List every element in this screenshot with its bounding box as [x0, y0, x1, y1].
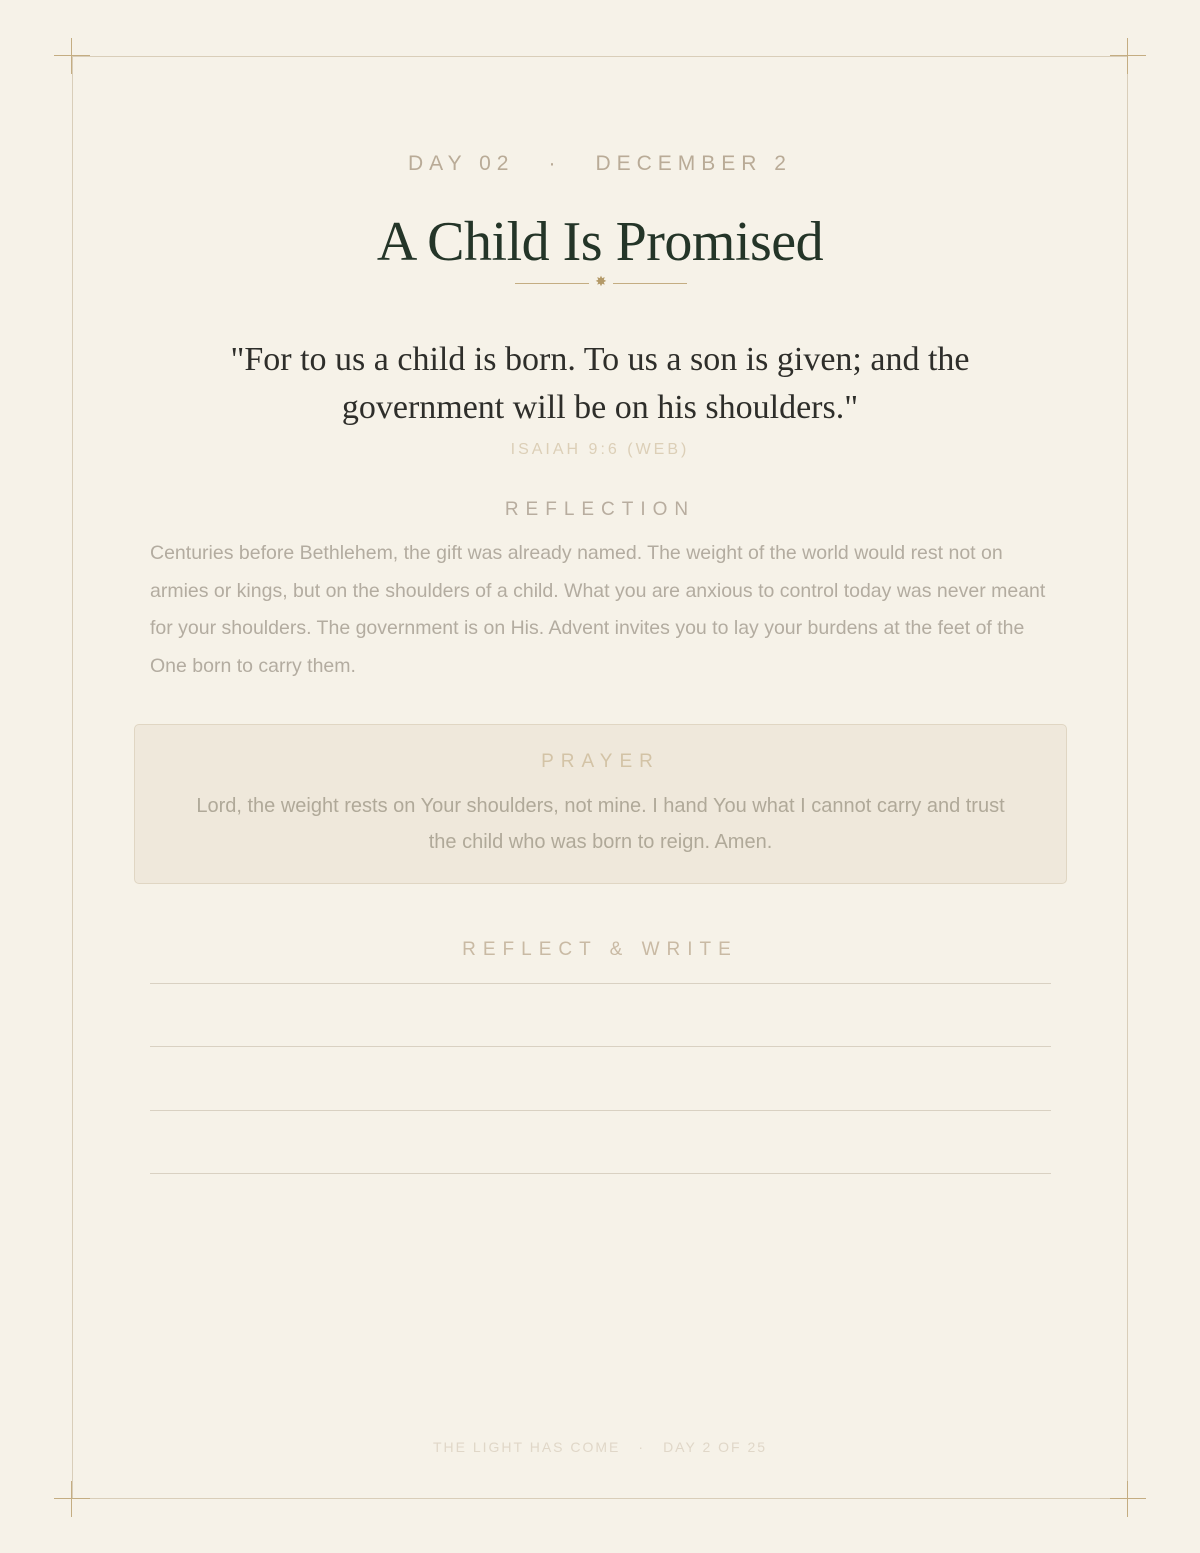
star-icon: ✸: [595, 273, 607, 289]
prayer-text: Lord, the weight rests on Your shoulders, not mine. I hand You what I cannot carry and trust the child who was born to reign. Amen.: [196, 795, 1005, 853]
writing-line[interactable]: [150, 1110, 1051, 1111]
day-date-line: [0, 152, 1200, 176]
prayer-heading: PRAYER: [541, 751, 660, 772]
divider-line-left: [515, 283, 589, 284]
divider-line-right: [613, 283, 687, 284]
scripture-verse: "For to us a child is born. To us a son is given; and the government will be on his shoulders.": [230, 341, 970, 426]
page-title: A Child Is Promised: [376, 211, 824, 273]
corner-ornament-top-left: [54, 38, 90, 74]
reflection-text: Centuries before Bethlehem, the gift was already named. The weight of the world would rest not on armies or kings, but on the shoulders of a child. What you are anxious to control today was never meant for your shoulders. The government is on His. Advent invites you to lay your burdens at the feet of the One born to carry them.: [150, 542, 1046, 677]
page-progress: DAY 2 OF 25: [663, 1439, 768, 1455]
corner-ornament-top-right: [1110, 38, 1146, 74]
writing-line[interactable]: [150, 1046, 1051, 1047]
scripture-citation: ISAIAH 9:6 (WEB): [510, 441, 690, 458]
day-label: DAY 02: [408, 152, 515, 175]
prayer-card: [134, 724, 1067, 884]
page-footer: [0, 1439, 1200, 1455]
day-separator: ·: [548, 152, 562, 175]
footer-separator: ·: [638, 1439, 646, 1455]
series-title: THE LIGHT HAS COME: [432, 1439, 621, 1455]
title-divider: [515, 273, 687, 292]
corner-ornament-bottom-left: [54, 1481, 90, 1517]
corner-ornament-bottom-right: [1110, 1481, 1146, 1517]
reflection-heading: REFLECTION: [504, 499, 696, 520]
writing-line[interactable]: [150, 983, 1051, 984]
writing-line[interactable]: [150, 1173, 1051, 1174]
reflect-write-heading: REFLECT & WRITE: [462, 939, 738, 960]
date-label: DECEMBER 2: [595, 152, 792, 175]
